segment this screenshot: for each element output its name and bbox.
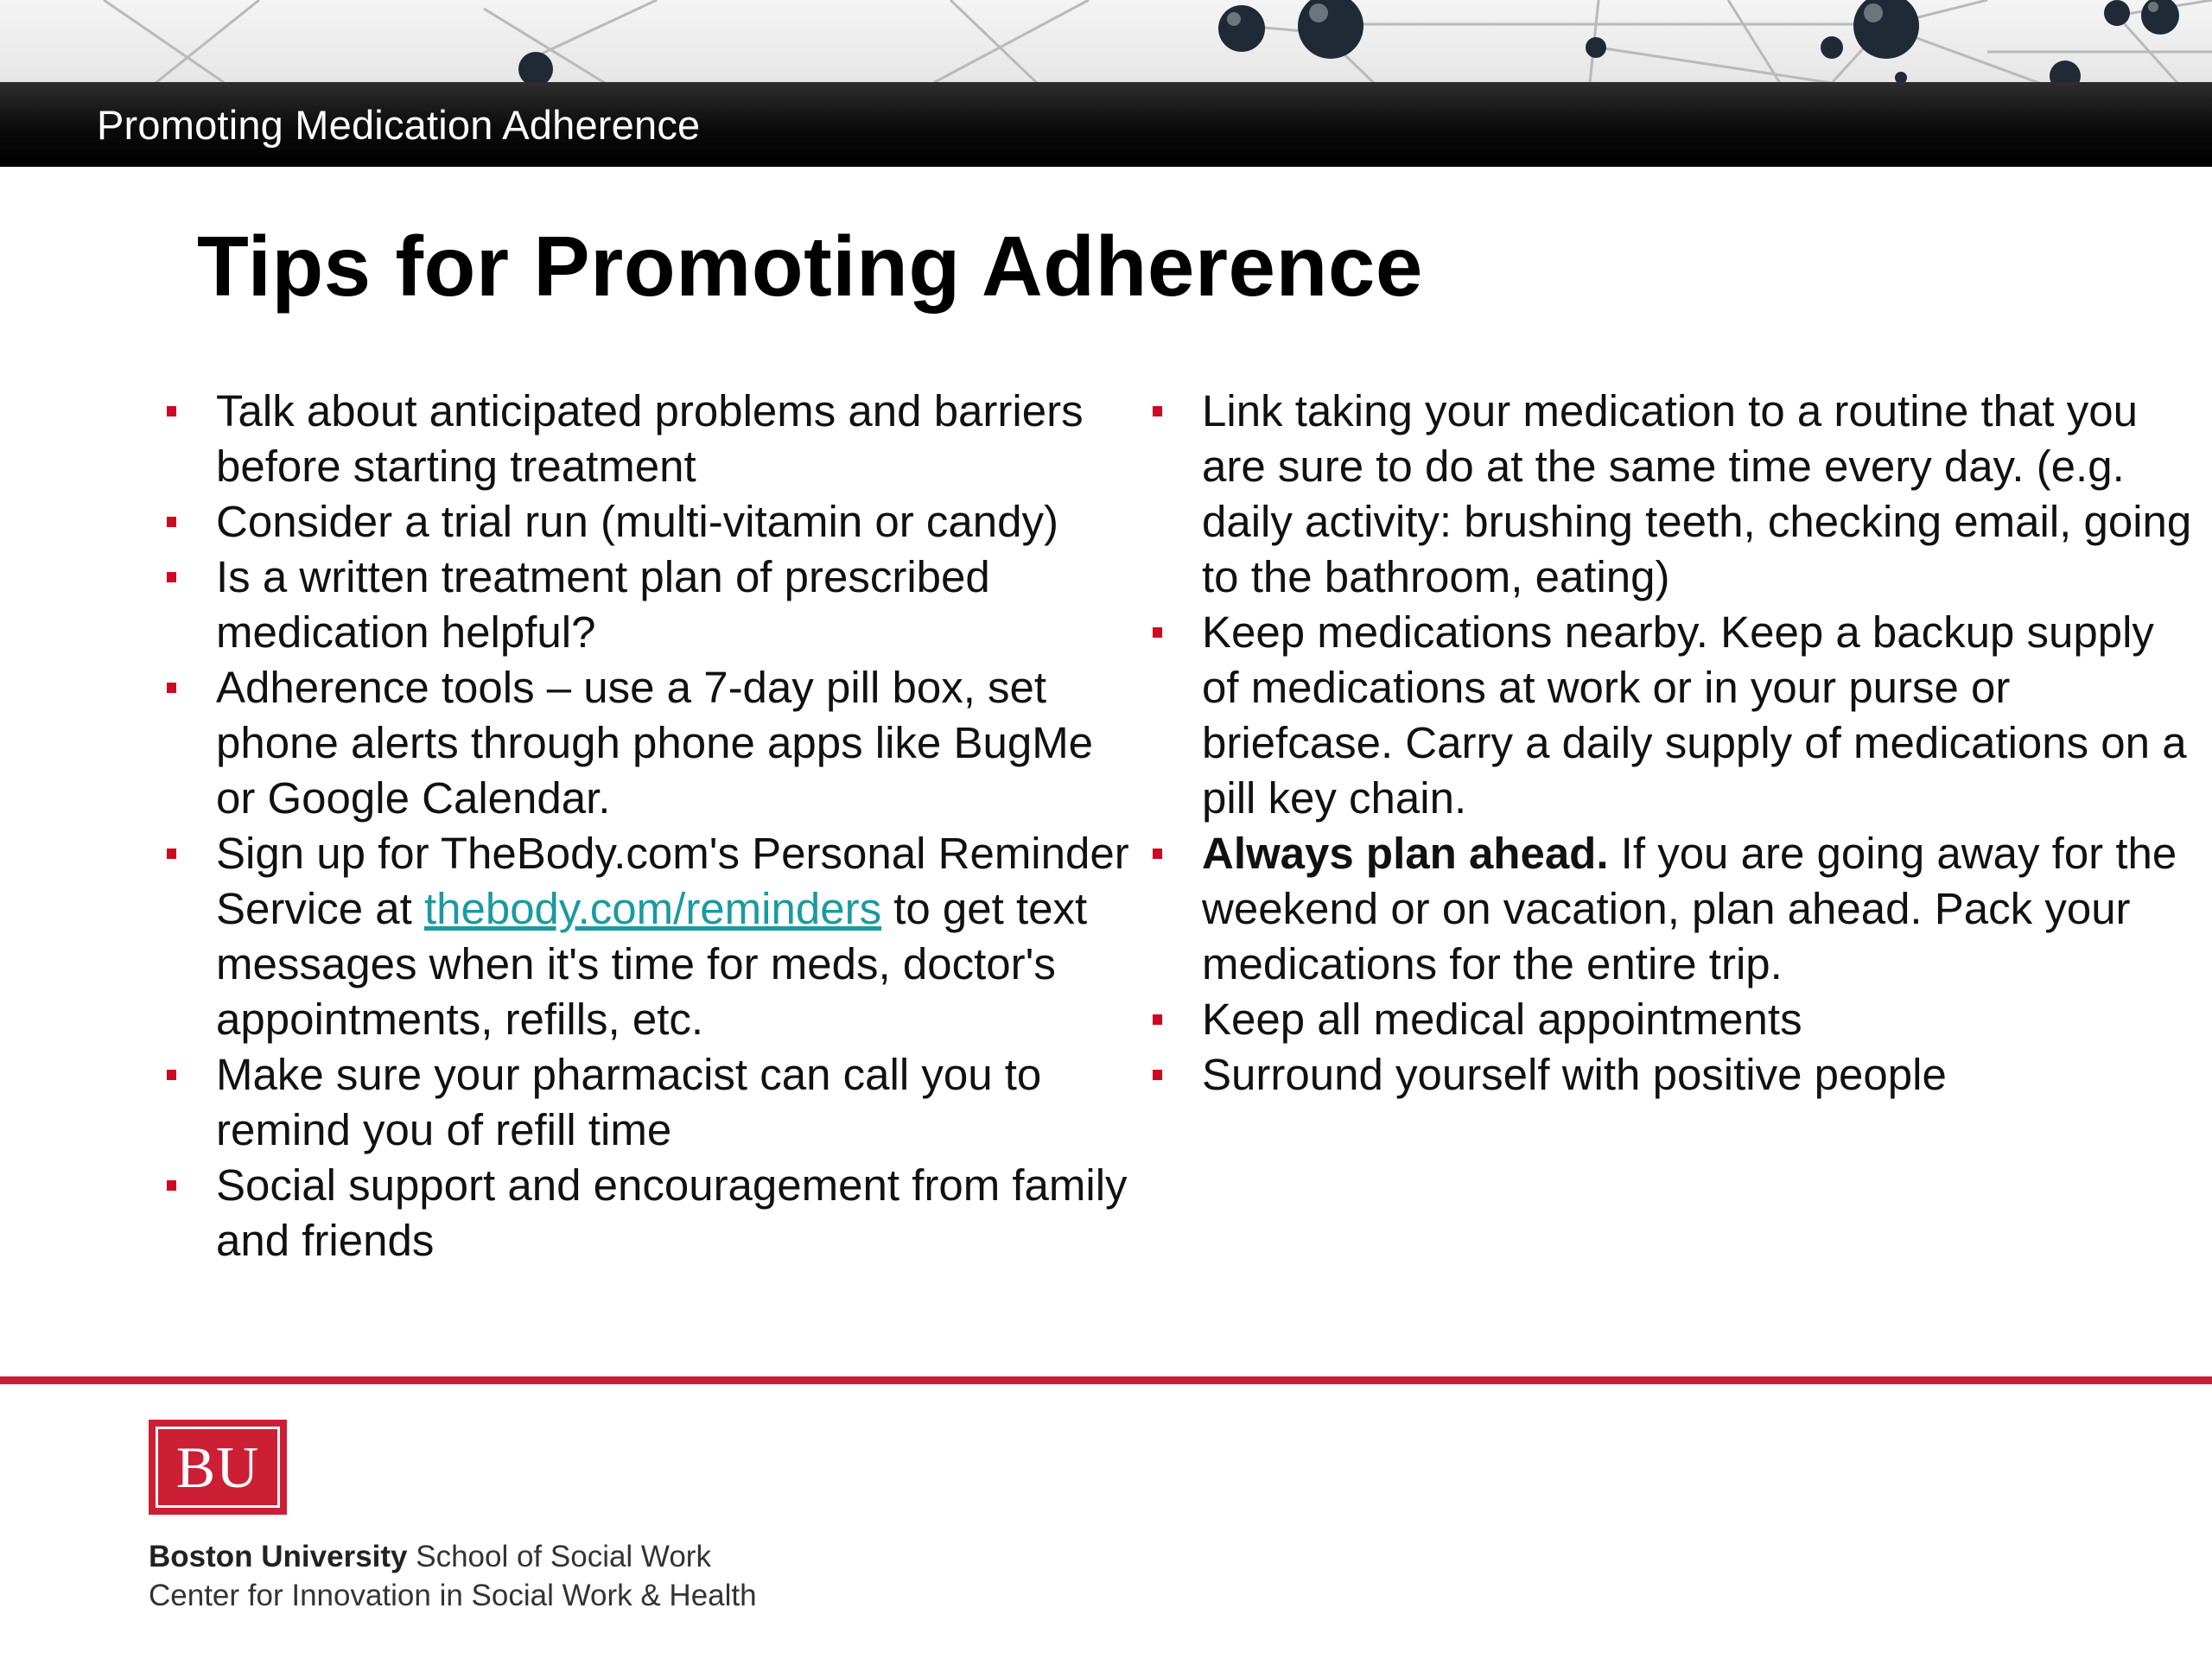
list-item bbox=[216, 660, 1141, 826]
list-item bbox=[1202, 992, 2196, 1047]
footer-divider bbox=[0, 1376, 2212, 1384]
reminders-link[interactable]: thebody.com/reminders bbox=[423, 884, 882, 933]
org-name bbox=[149, 1540, 711, 1574]
header-bar bbox=[0, 82, 2212, 167]
list-item bbox=[216, 384, 1141, 494]
header-title: Promoting Medication Adherence bbox=[97, 101, 701, 148]
list-item-text: Make sure your pharmacist can call you to remind you of refill time bbox=[216, 1050, 1042, 1154]
list-item bbox=[216, 1158, 1141, 1268]
bullet-icon bbox=[167, 849, 176, 859]
list-item bbox=[1202, 1047, 2196, 1103]
org-name-bold: Boston University bbox=[149, 1540, 408, 1573]
bullet-icon bbox=[1153, 1070, 1162, 1080]
bullet-icon bbox=[167, 572, 176, 582]
list-item bbox=[216, 494, 1141, 550]
list-item bbox=[216, 550, 1141, 660]
list-item-text: Social support and encouragement from family and friends bbox=[216, 1160, 1128, 1265]
list-item-text: Adherence tools – use a 7-day pill box, set phone alerts through phone apps like BugMe or Google Calendar. bbox=[216, 663, 1094, 823]
list-item-bold-text: Always plan ahead. bbox=[1202, 829, 1609, 878]
bu-logo bbox=[149, 1420, 287, 1515]
org-name-rest: School of Social Work bbox=[407, 1540, 711, 1573]
list-item bbox=[216, 826, 1141, 1047]
center-name: Center for Innovation in Social Work & Health bbox=[149, 1579, 757, 1612]
list-item-text: Consider a trial run (multi-vitamin or candy) bbox=[216, 497, 1058, 546]
list-item bbox=[1202, 826, 2196, 992]
bullet-icon bbox=[167, 406, 176, 416]
bullet-icon bbox=[167, 1180, 176, 1191]
list-item bbox=[1202, 605, 2196, 826]
right-bullet-list bbox=[1202, 384, 2196, 1103]
bullet-icon bbox=[167, 517, 176, 527]
bu-logo-border bbox=[156, 1427, 280, 1508]
bullet-icon bbox=[1153, 1014, 1162, 1025]
list-item-text: Is a written treatment plan of prescribed medication helpful? bbox=[216, 552, 990, 657]
list-item bbox=[1202, 384, 2196, 605]
list-item-text: Talk about anticipated problems and barriers before starting treatment bbox=[216, 386, 1084, 491]
list-item-text: Surround yourself with positive people bbox=[1202, 1050, 1947, 1099]
list-item-text: If you are going away for the weekend or on vacation, plan ahead. Pack your medications for the entire trip. bbox=[1202, 829, 2177, 988]
bullet-icon bbox=[1153, 849, 1162, 859]
slide-title: Tips for Promoting Adherence bbox=[197, 219, 1423, 314]
header-banner-graphic bbox=[0, 0, 2212, 83]
bullet-icon bbox=[167, 1070, 176, 1080]
bullet-icon bbox=[1153, 627, 1162, 638]
list-item-text: Keep all medical appointments bbox=[1202, 995, 1802, 1044]
list-item-text: Keep medications nearby. Keep a backup supply of medications at work or in your purse or briefcase. Carry a daily supply of medications on a pill key chain. bbox=[1202, 607, 2187, 823]
list-item-text: Sign up for TheBody.com's Personal Reminder Service at bbox=[216, 829, 1129, 933]
list-item-text: to get text messages when it's time for meds, doctor's appointments, refills, etc. bbox=[216, 884, 1088, 1044]
bullet-icon bbox=[1153, 406, 1162, 416]
list-item bbox=[216, 1047, 1141, 1158]
bu-logo-text: BU bbox=[175, 1434, 260, 1500]
molecule-network-icon bbox=[0, 0, 2212, 83]
left-bullet-list bbox=[216, 384, 1141, 1268]
list-item-text: Link taking your medication to a routine that you are sure to do at the same time every day. (e.g. daily activity: brushing teeth, checking email, going to the bathroom, eating) bbox=[1202, 386, 2192, 601]
bullet-icon bbox=[167, 683, 176, 693]
